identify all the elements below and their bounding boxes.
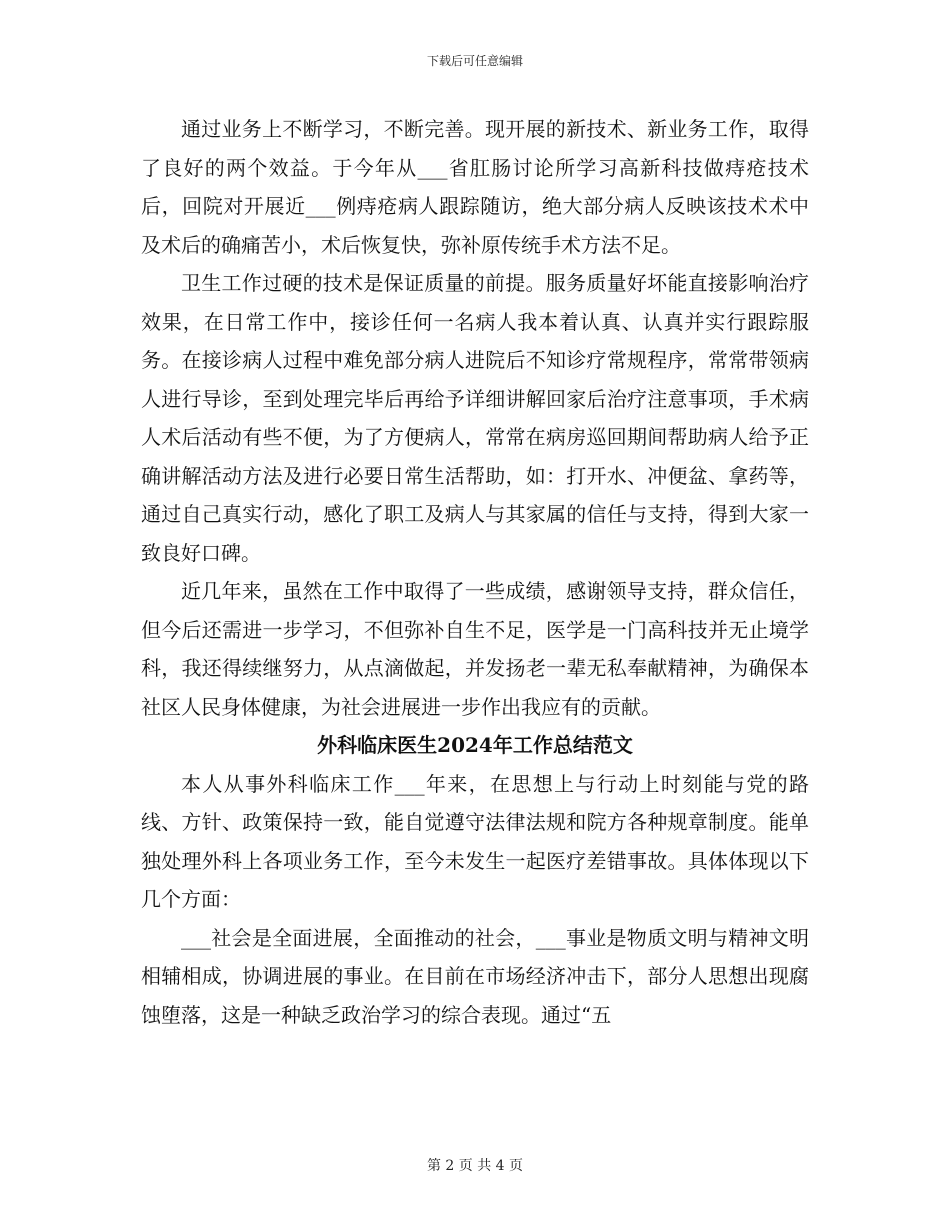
page-header: 下载后可任意编辑 (426, 54, 523, 68)
body-paragraph: 卫生工作过硬的技术是保证质量的前提。服务质量好坏能直接影响治疗效果，在日常工作中，接诊任何一名病人我本着认真、认真并实行跟踪服务。在接诊病人过程中难免部分病人进院后不知诊疗常规程序，常常带领病人进行导诊，至到处理完毕后再给予详细讲解回家后治疗注意事项，手术病人术后活动有些不便，为了方便病人，常常在病房巡回期间帮助病人给予正确讲解活动方法及进行必要日常生活帮助，如：打开水、冲便盆、拿药等，通过自己真实行动，感化了职工及病人与其家属的信任与支持，得到大家一致良好口碑。 (141, 271, 809, 565)
page-footer: 第 2 页 共 4 页 (426, 1158, 524, 1174)
document-body (141, 110, 809, 1034)
body-paragraph: 通过业务上不断学习，不断完善。现开展的新技术、新业务工作，取得了良好的两个效益。于今年从___省肛肠讨论所学习高新科技做痔疮技术后，回院对开展近___例痔疮病人跟踪随访，绝大部分病人反映该技术术中及术后的确痛苦小，术后恢复快，弥补原传统手术方法不足。 (141, 117, 809, 257)
body-paragraph: ___社会是全面进展，全面推动的社会，___事业是物质文明与精神文明相辅相成，协调进展的事业。在目前在市场经济冲击下，部分人思想出现腐蚀堕落，这是一种缺乏政治学习的综合表现。通过“五 (141, 925, 809, 1027)
body-paragraph: 本人从事外科临床工作___年来，在思想上与行动上时刻能与党的路线、方针、政策保持一致，能自觉遵守法律法规和院方各种规章制度。能单独处理外科上各项业务工作，至今未发生一起医疗差错事故。具体体现以下几个方面： (141, 771, 809, 911)
body-paragraph: 近几年来，虽然在工作中取得了一些成绩，感谢领导支持，群众信任，但今后还需进一步学习，不但弥补自生不足，医学是一门高科技并无止境学科，我还得续继努力，从点滴做起，并发扬老一辈无私奉献精神，为确保本社区人民身体健康，为社会进展进一步作出我应有的贡献。 (141, 579, 809, 719)
section-title: 外科临床医生2024年工作总结范文 (317, 733, 633, 757)
